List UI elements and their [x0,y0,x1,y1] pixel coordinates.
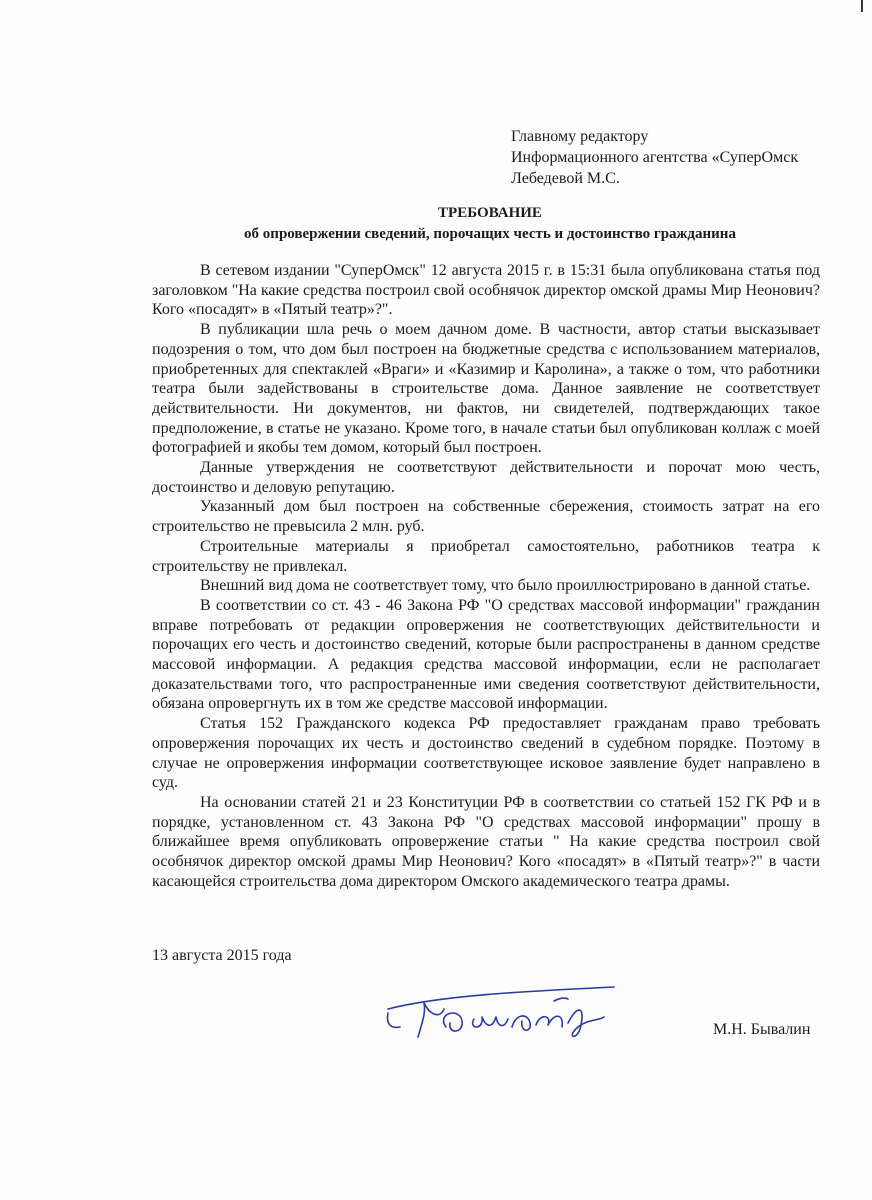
handwritten-signature [382,983,622,1053]
paragraph-civil-code: Статья 152 Гражданского кодекса РФ предоставляет гражданам право требовать опровержения порочащих их честь и достоинство сведений в судебном порядке. Поэтому в случае не опровержения информации соответствующее исковое заявление будет направлено в суд. [152,715,820,792]
paragraph-publication: В сетевом издании "СуперОмск" 12 августа 2015 г. в 15:31 была опубликована статья под заголовком "На какие средства построил свой особнячок директор омской драмы Мир Неонович? Кого «посадят» в «Пятый театр»?". [152,262,820,319]
addressee-line-1: Главному редактору [511,128,649,145]
signer-name: М.Н. Бывалин [713,1021,811,1038]
document-subtitle: об опровержении сведений, порочащих честь и достоинство гражданина [244,226,736,242]
paragraph-materials: Строительные материалы я приобретал самостоятельно, работников театра к строительству не привлекал. [152,537,820,575]
paragraph-house-claims: В публикации шла речь о моем дачном доме. В частности, автор статьи высказывает подозрения о том, что дом был построен на бюджетные средства с использованием материалов, приобретенных для спектаклей «Враги» и «Казимир и Каролина», а также о том, что работники театра были задействованы в строительстве дома. Данное заявление не соответствует действительности. Ни документов, ни фактов, ни свидетелей, подтверждающих такое предположение, в статье не указано. Кроме того, в начале статьи был опубликован коллаж с моей фотографией и якобы тем домом, который был построен. [152,321,820,457]
addressee-line-2: Информационного агентства «СуперОмск [511,149,799,166]
paragraph-media-law: В соответствии со ст. 43 - 46 Закона РФ "О средствах массовой информации" гражданин вправе потребовать от редакции опровержения не соответствующих действительности и порочащих его честь и достоинство сведений, которые были распространены в данном средстве массовой информации. А редакция средства массовой информации, если не располагает доказательствами того, что распространенные ими сведения соответствуют действительности, обязана опровергнуть их в том же средстве массовой информации. [152,596,820,713]
paragraph-savings: Указанный дом был построен на собственные сбережения, стоимость затрат на его строительство не превысила 2 млн. руб. [152,498,820,536]
body-text [152,261,820,892]
document-title: ТРЕБОВАНИЕ [438,205,542,221]
scan-corner-mark [861,0,863,12]
paragraph-appearance: Внешний вид дома не соответствует тому, что было проиллюстрировано в данной статье. [200,577,811,595]
addressee-line-3: Лебедевой М.С. [511,170,620,187]
paragraph-request: На основании статей 21 и 23 Конституции РФ в соответствии со статьей 152 ГК РФ и в порядке, установленном ст. 43 Закона РФ "О средствах массовой информации" прошу в ближайшее время опубликовать опровержение статьи " На какие средства построил свой особнячок директор омской драмы Мир Неонович? Кого «посадят» в «Пятый театр»?" в части касающейся строительства дома директором Омского академического театра драмы. [152,793,820,890]
document-date: 13 августа 2015 года [152,947,292,964]
addressee-block [511,126,798,189]
paragraph-honor: Данные утверждения не соответствуют действительности и порочат мою честь, достоинство и деловую репутацию. [152,459,820,496]
